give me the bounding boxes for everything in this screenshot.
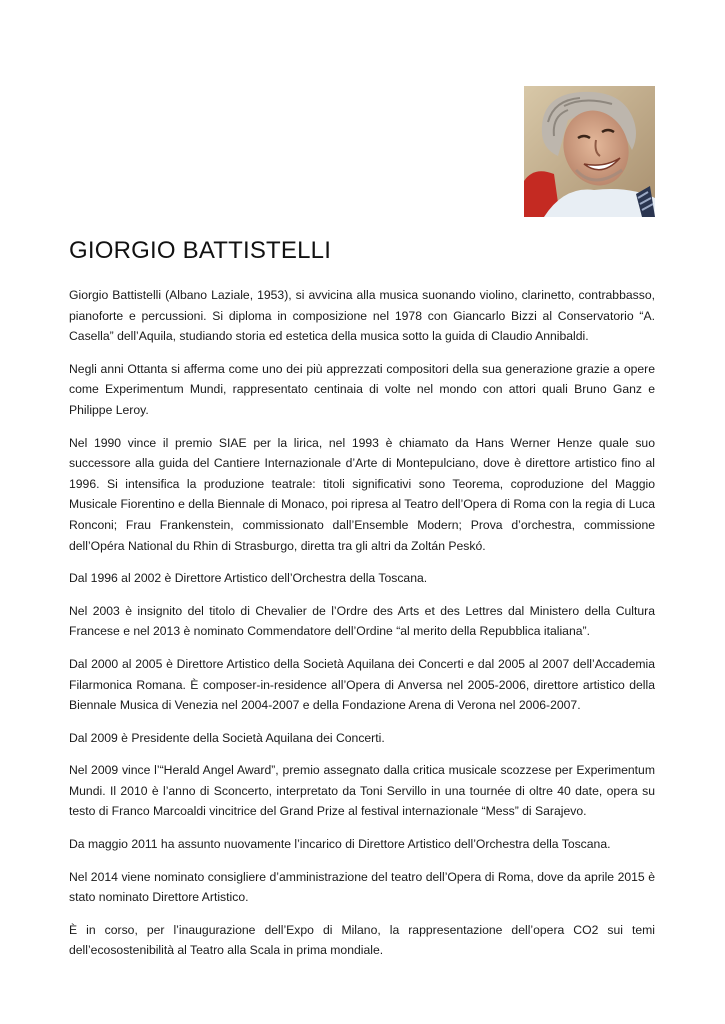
paragraph: Nel 2014 viene nominato consigliere d’amministrazione del teatro dell’Opera di Roma, dove da aprile 2015 è stato nominato Direttore Artistico. <box>69 869 655 905</box>
page-title: GIORGIO BATTISTELLI <box>69 237 332 264</box>
paragraph: È in corso, per l’inaugurazione dell’Expo di Milano, la rappresentazione dell’opera CO2 sui temi dell’ecosostenibilità al Teatro alla Scala in prima mondiale. <box>69 922 655 958</box>
paragraph: Giorgio Battistelli (Albano Laziale, 1953), si avvicina alla musica suonando violino, clarinetto, contrabbasso, pianoforte e percussioni. Si diploma in composizione nel 1978 con Giancarlo Bizzi al Conservatorio “A. Casella” dell’Aquila, studiando storia ed estetica della musica sotto la guida di Claudio Annibaldi. <box>69 288 655 344</box>
portrait-illustration <box>524 86 655 217</box>
paragraph: Dal 2000 al 2005 è Direttore Artistico della Società Aquilana dei Concerti e dal 2005 al 2007 dell’Accademia Filarmonica Romana. È composer-in-residence all’Opera di Anversa nel 2005-2006, direttore artistico della Biennale Musica di Venezia nel 2004-2007 e della Fondazione Arena di Verona nel 2006-2007. <box>69 656 655 713</box>
paragraph: Nel 2003 è insignito del titolo di Chevalier de l’Ordre des Arts et des Lettres dal Ministero della Cultura Francese e nel 2013 è nominato Commendatore dell’Ordine “al merito della Repubblica italiana”. <box>69 603 655 639</box>
biography-body <box>69 285 655 973</box>
paragraph: Dal 2009 è Presidente della Società Aquilana dei Concerti. <box>69 730 385 745</box>
paragraph: Nel 2009 vince l’“Herald Angel Award”, premio assegnato dalla critica musicale scozzese per Experimentum Mundi. Il 2010 è l’anno di Sconcerto, interpretato da Toni Servillo in una tournée di oltre 40 date, opera su testo di Franco Marcoaldi vincitrice del Grand Prize al festival internazionale “Mess” di Sarajevo. <box>69 763 655 819</box>
paragraph: Da maggio 2011 ha assunto nuovamente l’incarico di Direttore Artistico dell’Orchestra della Toscana. <box>69 837 611 852</box>
paragraph: Dal 1996 al 2002 è Direttore Artistico dell’Orchestra della Toscana. <box>69 571 428 586</box>
portrait-photo <box>524 86 655 217</box>
paragraph: Nel 1990 vince il premio SIAE per la lirica, nel 1993 è chiamato da Hans Werner Henze quale suo successore alla guida del Cantiere Internazionale d’Arte di Montepulciano, dove è direttore artistico fino al 1996. Si intensifica la produzione teatrale: titoli significativi sono Teorema, coproduzione del Maggio Musicale Fiorentino e della Biennale di Monaco, poi ripresa al Teatro dell’Opera di Roma con la regia di Luca Ronconi; Frau Frankenstein, commissionato dall’Ensemble Modern; Prova d’orchestra, commissione dell’Opéra National du Rhin di Strasburgo, diretta tra gli altri da Zoltán Peskó. <box>69 435 655 553</box>
paragraph: Negli anni Ottanta si afferma come uno dei più apprezzati compositori della sua generazione grazie a opere come Experimentum Mundi, rappresentato centinaia di volte nel mondo con attori quali Bruno Ganz e Philippe Leroy. <box>69 361 655 417</box>
